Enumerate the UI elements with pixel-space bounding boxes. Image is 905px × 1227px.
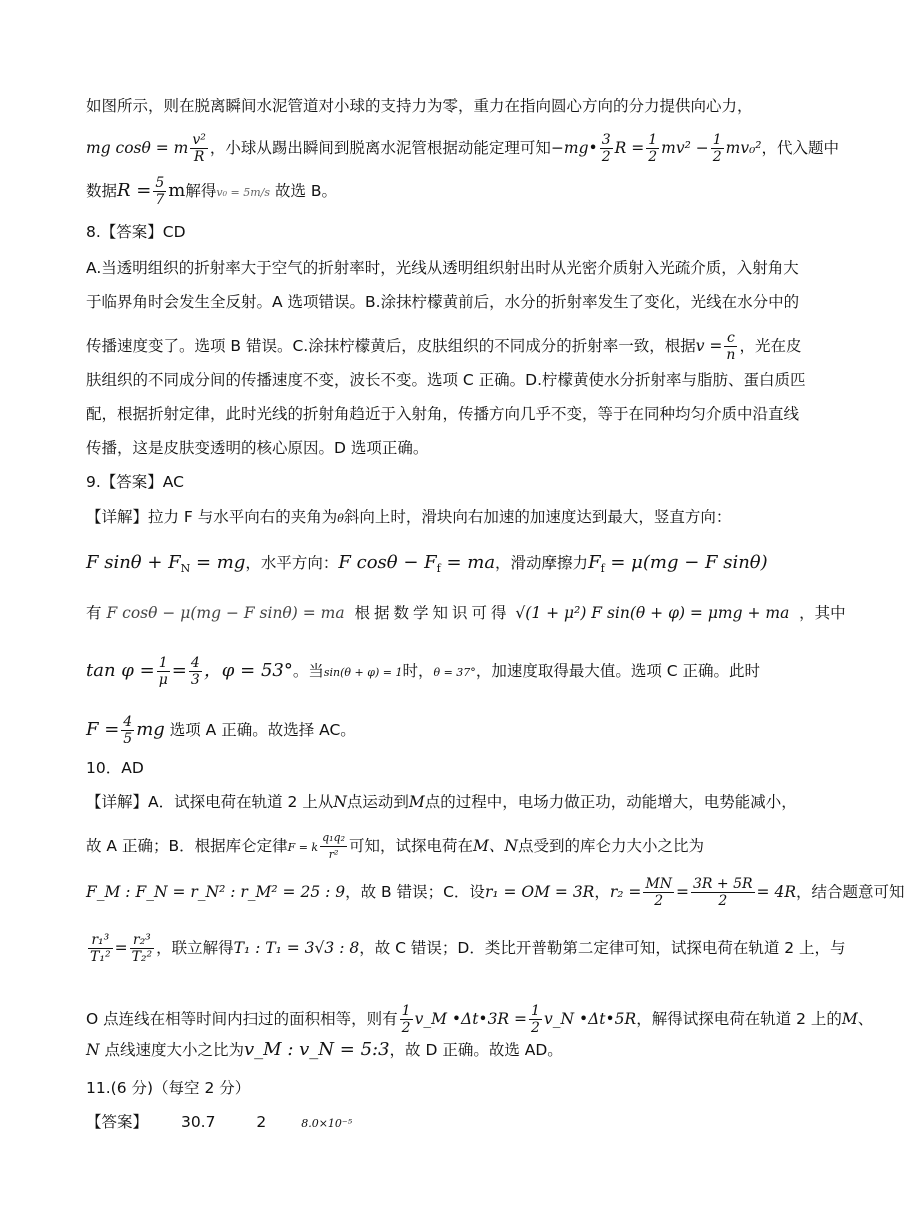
equation: R = — [117, 180, 152, 201]
text: 故 A 正确；B．根据库仑定律 — [86, 837, 288, 855]
fraction: $\frac{3}{2}$ — [601, 132, 611, 165]
text: 斜向上时，滑块向右加速的加速度达到最大，竖直方向： — [343, 508, 732, 526]
equation: v₀ = 5m/s — [216, 186, 271, 199]
fraction: $\frac{4}{3}$ — [190, 655, 200, 688]
equation: F sinθ + F — [86, 552, 181, 573]
text: 点线速度大小之比为 — [104, 1041, 245, 1059]
q8-line-5: 配，根据折射定律，此时光线的折射角趋近于入射角，传播方向几乎不变，等于在同种均匀介质中沿直线 — [86, 405, 800, 423]
text: ，光在皮 — [739, 337, 802, 355]
q8-heading: 8.【答案】CD — [86, 223, 186, 241]
unit: m — [168, 180, 186, 201]
equation: T₁ : T₁ = 3√3 : 8 — [233, 939, 360, 957]
equation: θ = 37° — [433, 666, 476, 679]
answer-value: 8.0×10⁻⁵ — [301, 1117, 353, 1130]
q9-heading: 9.【答案】AC — [86, 473, 184, 491]
fraction: $\frac{\text{q₁q₂}}{\text{r²}}$ — [322, 831, 346, 861]
fraction: $\frac{\text{r₁³}}{\text{T₁²}}$ — [90, 932, 111, 965]
equation: v_M : v_N = 5:3 — [244, 1039, 390, 1060]
q9-line-4: tan φ = $\frac{1}{\mu}$ = $\frac{4}{3}$ ，φ = 53°。当sin(θ + φ) = 1时，θ = 37°，加速度取得最大值。选项 C 正确。此时 — [86, 655, 760, 688]
text: ，滑动摩擦力 — [495, 554, 589, 572]
text: ，小球从踢出瞬间到脱离水泥管根据动能定理可知 — [209, 139, 551, 157]
text: 根据数学知识可得 — [354, 604, 511, 622]
q10-line-2: 故 A 正确；B．根据库仑定律F = k $\frac{\text{q₁q₂}}{\text{r²}}$ 可知，试探电荷在M、N点受到的库仑力大小之比为 — [86, 831, 704, 861]
fraction: $\frac{5}{7}$ — [155, 175, 165, 208]
fraction: $\frac{MN}{2}$ — [645, 876, 673, 909]
text: 选项 A 正确。故选择 AC。 — [169, 721, 356, 739]
fraction: $\frac{1}{2}$ — [648, 132, 658, 165]
equation: tan φ = — [86, 660, 155, 681]
equation: F = k — [287, 841, 319, 854]
fraction: $\frac{1}{2}$ — [712, 132, 722, 165]
equation: −mg• — [550, 139, 598, 157]
equation: v_M •Δt•3R = — [414, 1010, 528, 1028]
q8-line-1: A.当透明组织的折射率大于空气的折射率时，光线从透明组织射出时从光密介质射入光疏介质，入射角大 — [86, 259, 799, 277]
q10-heading: 10．AD — [86, 759, 144, 777]
equation: mv² − — [661, 139, 709, 157]
q9-line-3 — [86, 603, 846, 623]
fraction: $\frac{1}{2}$ — [531, 1003, 540, 1036]
q11-heading: 11.(6 分)（每空 2 分） — [86, 1079, 251, 1097]
text: 【详解】A．试探电荷在轨道 2 上从 — [86, 793, 334, 811]
q9-line-1 — [86, 507, 786, 529]
text: 【详解】拉力 F 与水平向右的夹角为 — [86, 508, 338, 526]
text: 有 — [86, 604, 102, 622]
equation: R = — [614, 139, 645, 157]
fraction: $\frac{\text{v²}}{R}$ — [192, 132, 206, 165]
q7-line-1: 如图所示，则在脱离瞬间水泥管道对小球的支持力为零，重力在指向圆心方向的分力提供向心力， — [86, 97, 753, 115]
fraction: $\frac{3R + 5R}{2}$ — [693, 876, 753, 909]
answer-label: 【答案】 — [86, 1113, 149, 1131]
answer-value: 30.7 — [180, 1113, 216, 1131]
q11-answer-line — [86, 1112, 786, 1134]
text: 时， — [402, 662, 434, 680]
equation: F cosθ − F — [338, 552, 437, 573]
q9-line-2: F $\sin\theta + F_N$ = mg，水平方向：F $\cos\theta - F_f$ = ma，滑动摩擦力$F_f = \mu(mg - F$ sinθ) — [86, 552, 768, 576]
q8-line-2: 于临界角时会发生全反射。A 选项错误。B.涂抹柠檬黄前后，水分的折射率发生了变化，光线在水分中的 — [86, 293, 800, 311]
text: ，代入题中 — [761, 139, 840, 157]
fraction: $\frac{1}{2}$ — [401, 1003, 411, 1036]
text: ，加速度取得最大值。选项 C 正确。此时 — [475, 662, 760, 680]
q7-line-2 — [86, 132, 840, 165]
text: 。当 — [292, 662, 324, 680]
q10-line-6: N 点线速度大小之比为v_M : v_N = 5:3，故 D 正确。故选 AD。 — [86, 1039, 563, 1060]
q8-line-4: 肤组织的不同成分间的传播速度不变，波长不变。选项 C 正确。D.柠檬黄使水分折射率与脂肪、蛋白质匹 — [86, 371, 806, 389]
q8-line-6: 传播，这是皮肤变透明的核心原因。D 选项正确。 — [86, 439, 429, 457]
q8-line-3 — [86, 330, 802, 363]
q10-line-4: $\frac{\text{r₁³}}{\text{T₁²}}$ = $\frac{\text{r₂³}}{\text{T₂²}}$ ，联立解得T₁ : T₁ = 3√3 : 8，故 C 错误；D．类比开普勒第二定律可知，试探电荷在轨道 2 上，与 — [90, 932, 846, 965]
fraction: $\frac{1}{\mu}$ — [158, 655, 168, 688]
text: 解得 — [185, 182, 217, 200]
equation: mg cosθ = m — [86, 139, 189, 157]
q10-line-3: F_M : F_N = r_N² : r_M² = 25 : 9，故 B 错误；C．设r₁ = OM = 3R，r₂ = $\frac{MN}{2}$ = $\frac{3R + 5R}{2}$ = 4R，结合题意可知 — [86, 876, 905, 909]
equation: θ — [337, 512, 344, 525]
fraction: $\frac{4}{5}$ — [123, 714, 133, 747]
q9-line-5: F = $\frac{4}{5}$ mg 选项 A 正确。故选择 AC。 — [86, 714, 356, 747]
text: O 点连线在相等时间内扫过的面积相等，则有 — [86, 1010, 398, 1028]
q10-line-1: 【详解】A．试探电荷在轨道 2 上从N点运动到M点的过程中，电场力做正功，动能增大，电势能减小， — [86, 793, 797, 811]
text: ，水平方向： — [245, 554, 339, 572]
answer-value: 2 — [256, 1113, 267, 1131]
text: 故选 B。 — [274, 182, 338, 200]
equation: ，φ = 53° — [203, 660, 293, 681]
equation: F cosθ − μ(mg − F sinθ) = ma — [106, 604, 345, 622]
q7-line-3 — [86, 175, 786, 208]
equation: √(1 + μ²) F sin(θ + φ) = μmg + ma — [515, 604, 790, 622]
equation: F = — [86, 719, 120, 740]
equation: r₁ = OM = 3R — [484, 883, 595, 901]
text: ，其中 — [799, 604, 846, 622]
equation: v_N •Δt•5R — [543, 1010, 637, 1028]
text: 数据 — [86, 182, 118, 200]
equation: mv₀² — [725, 139, 762, 157]
equation: F_M : F_N = r_N² : r_M² = 25 : 9 — [86, 883, 346, 901]
text: 传播速度变了。选项 B 错误。C.涂抹柠檬黄后，皮肤组织的不同成分的折射率一致，根据 — [86, 337, 696, 355]
q10-line-5: O 点连线在相等时间内扫过的面积相等，则有 $\frac{1}{2}$ v_M •Δt•3R = $\frac{1}{2}$ v_N •Δt•5R，解得试探电荷在轨道 2 上的M、 — [86, 1003, 874, 1036]
fraction: $\frac{\text{r₂³}}{\text{T₂²}}$ — [131, 932, 153, 965]
fraction: $\frac{c}{n}$ — [726, 330, 736, 363]
equation: F — [588, 552, 601, 573]
equation: sin(θ + φ) = 1 — [323, 666, 403, 679]
equation: v = — [695, 337, 723, 355]
